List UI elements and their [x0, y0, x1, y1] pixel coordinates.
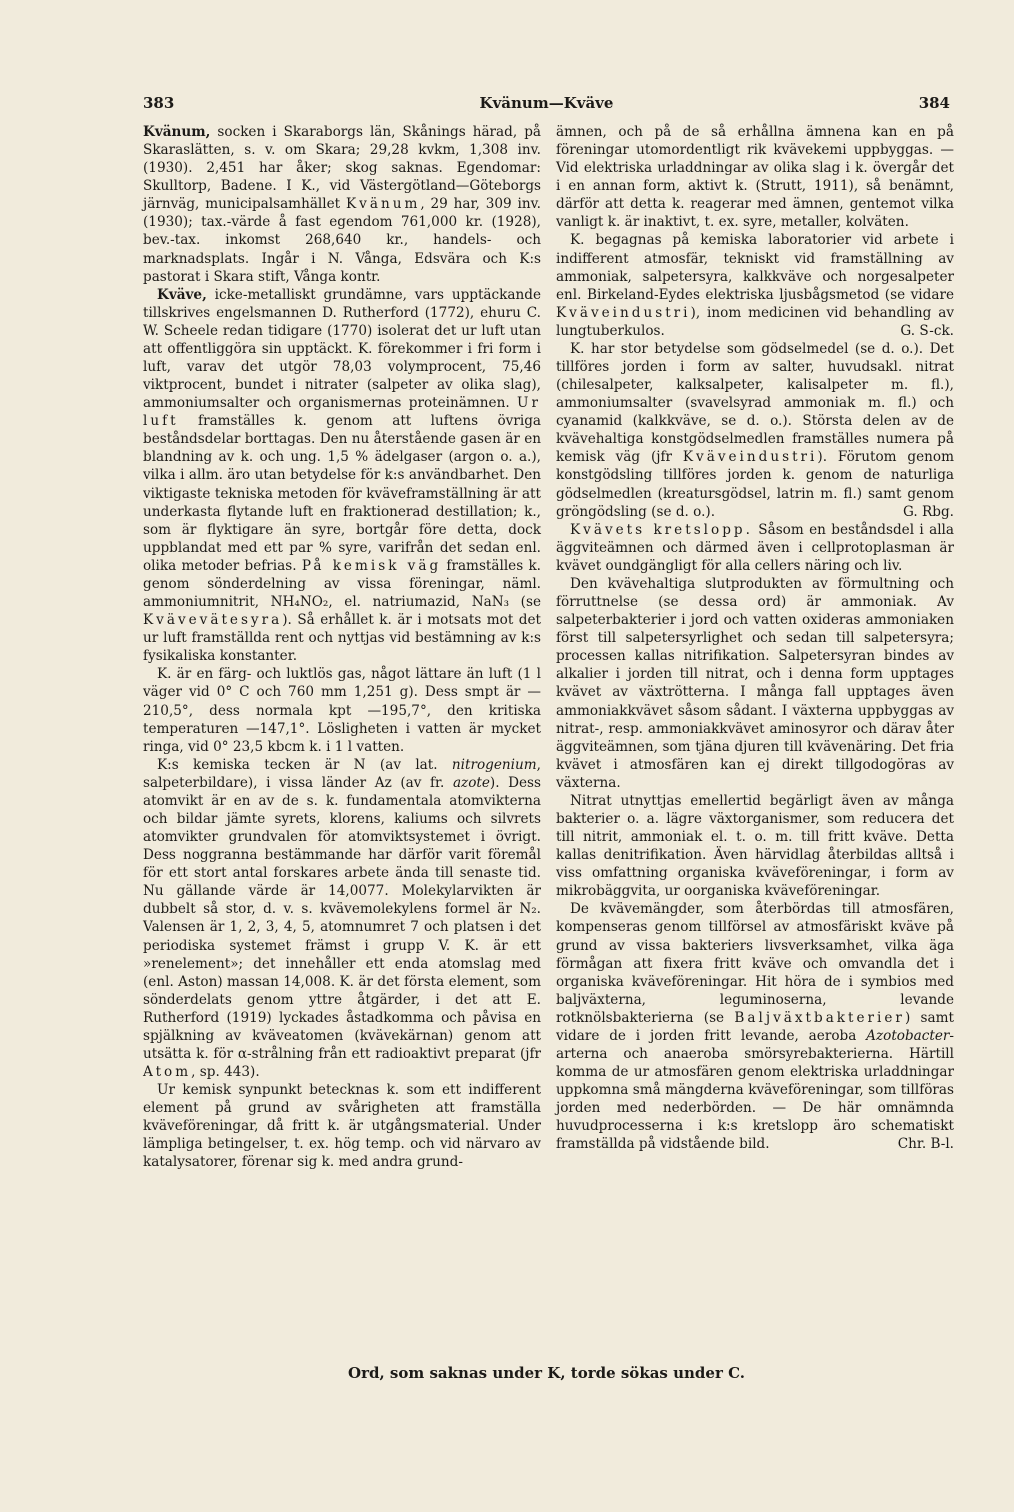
- author-signature: G. S-ck.: [900, 322, 954, 339]
- entry-kvanum: Kvänum, socken i Skaraborgs län, Skånings härad, på Skaraslätten, s. v. om Skara; 29,28 kvkm, 1,308 inv. (1930). 2,451 har åker; skog saknas. Egendomar: Skulltorp, Badene. I K., vid Västergötland—Göteborgs järnväg, municipalsamhället Kvänum, 29 har, 309 inv. (1930); tax.-värde å fast egendom 761,000 kr. (1928), bev.-tax. inkomst 268,640 kr., handels- och marknadsplats. Ingår i N. Vånga, Edsvära och K:s pastorat i Skara stift, Vånga kontr.: [143, 124, 542, 285]
- paragraph-end-product: Den kvävehaltiga slutprodukten av förmultning och förruttnelse (se dessa ord) är ammoniak. Av salpeterbakterier i jord och vatten oxideras ammoniaken först till salpetersyrlighet och sedan till salpetersyra; processen kallas nitrifikation. Salpetersyran bindes av alkalier i jorden till nitrat, och i denna form upptages kvävet av växtrötterna. I många fall upptages även ammoniakkvävet såsom sådant. I växterna uppbyggas av nitrat-, resp. ammoniakkvävet aminosyror och därav åter äggviteämnen, som tjäna djuren till kvävenäring. Det fria kvävet i atmosfären kan ej direkt tillgodogöras av växterna.: [556, 575, 954, 791]
- paragraph-nitrate: Nitrat utnyttjas emellertid begärligt även av många bakterier o. a. lägre växtorganismer, som reducera det till nitrit, ammoniak el. t. o. m. till fritt kväve. Detta kallas denitrifikation. Även härvidlag återbildas alltså i viss omfattning organiska kväveföreningar, i form av mikrobäggvita, ur oorganiska kväveföreningar.: [556, 792, 954, 900]
- author-signature: G. Rbg.: [903, 503, 954, 520]
- paragraph-chemical-symbol: K:s kemiska tecken är N (av lat. nitrogenium, salpeterbildare), i vissa länder Az (av fr. azote). Dess atomvikt är en av de s. k. fundamentala atomvikterna och bildar jämte syrets, klorens, kaliums och silvrets atomvikter grundvalen för atomviktsystemet i övrigt. Dess noggranna bestämmande har därför varit föremål för ett stort antal forskares arbete ända till senaste tid. Nu gällande värde är 14,0077. Molekylarvikten är dubbelt så stor, d. v. s. kvävemolekylens formel är N₂. Valensen är 1, 2, 3, 4, 5, atomnumret 7 och platsen i det periodiska systemet främst i grupp V. K. är ett »renelement»; det innehåller ett enda atomslag med (enl. Aston) massan 14,008. K. är det första element, som sönderdelats genom yttre åtgärder, i det att E. Rutherford (1919) lyckades åstadkomma och påvisa en spjälkning av kväveatomen (kvävekärnan) genom att utsätta k. för α-strålning från ett radioaktivt preparat (jfr Atom, sp. 443).: [143, 756, 542, 1081]
- left-column: [143, 123, 541, 1172]
- paragraph-laboratory: K. begagnas på kemiska laboratorier vid arbete i indifferent atmosfär, tekniskt vid framställning av ammoniak, salpetersyra, kalkkväve och norgesalpeter enl. Birkeland-Eydes elektriska ljusbågsmetod (se vidare Kväveindustri), inom medicinen vid behandling av lungtuberkulos. G. S-ck.: [556, 232, 954, 339]
- running-header: [143, 94, 950, 114]
- paragraph-nitrogen-cycle: Kvävets kretslopp. Såsom en beståndsdel i alla äggviteämnen och därmed även i cellprotoplasman är kvävet oundgängligt för alla cellers näring och liv.: [556, 521, 954, 574]
- paragraph-properties: K. är en färg- och luktlös gas, något lättare än luft (1 l väger vid 0° C och 760 mm 1,251 g). Dess smpt är —210,5°, dess normala kpt —195,7°, den kritiska temperaturen —147,1°. Lösligheten i vatten är mycket ringa, vid 0° 23,5 kbcm k. i 1 l vatten.: [143, 666, 541, 755]
- right-column: [556, 123, 954, 1153]
- headword-kvanum: Kvänum,: [143, 124, 211, 140]
- entry-kvave: Kväve, icke-metalliskt grundämne, vars upptäckande tillskrives engelsmannen D. Rutherford (1772), ehuru C. W. Scheele redan tidigare (1770) isolerat det ur luft utan att offentliggöra sin upptäckt. K. förekommer i fri form i luft, varav det utgör 78,03 volymprocent, 75,46 viktprocent, bundet i nitrater (salpeter av olika slag), ammoniumsalter och organismernas proteinämnen. Ur luft framställes k. genom att luftens övriga beståndsdelar borttagas. Den nu återstående gasen är en blandning av k. och ung. 1,5 % ädelgaser (argon o. a.), vilka i allm. äro utan betydelse för k:s användbarhet. Den viktigaste tekniska metoden för kväveframställning är att underkasta flytande luft en fraktionerad destillation; k., som är flyktigare än syre, bortgår före detta, dock uppblandat med ett par % syre, varifrån det sedan enl. olika metoder befrias. På kemisk väg framställes k. genom sönderdelning av vissa föreningar, näml. ammoniumnitrit, NH₄NO₂, el. natriumazid, NaN₃ (se Kvävevätesyra). Så erhållet k. är i motsats mot det ur luft framställda rent och nyttjas vid bestämning av k:s fysikaliska konstanter.: [143, 286, 541, 665]
- headword-kvave: Kväve,: [157, 286, 207, 303]
- paragraph-continuation: ämnen, och på de så erhållna ämnena kan en på föreningar utomordentligt rik kvävekemi uppbyggas. — Vid elektriska urladdningar av olika slag i k. övergår det i en annan form, aktivt k. (Strutt, 1911), så benämnt, därför att detta k. reagerar med ämnen, gentemot vilka vanligt k. är inaktivt, t. ex. syre, metaller, kolväten.: [556, 124, 954, 231]
- paragraph-chemical-view: Ur kemisk synpunkt betecknas k. som ett indifferent element på grund av svårigheten att framställa kväveföreningar, då fritt k. är utgångsmaterial. Under lämpliga betingelser, t. ex. hög temp. och vid närvaro av katalysatorer, förenar sig k. med andra grund-: [143, 1082, 541, 1171]
- page-footer-note: Ord, som saknas under K, torde sökas under C.: [348, 1364, 745, 1382]
- paragraph-fertilizer: K. har stor betydelse som gödselmedel (se d. o.). Det tillföres jorden i form av salter, huvudsakl. nitrat (chilesalpeter, kalksalpeter, kalisalpeter m. fl.), ammoniumsalter (svavelsyrad ammoniak m. fl.) och cyanamid (kalkkväve, se d. o.). Största delen av de kvävehaltiga konstgödselmedlen framställes numera på kemisk väg (jfr Kväveindustri). Förutom genom konstgödsling tillföres jorden k. genom de naturliga gödselmedlen (kreatursgödsel, latrin m. fl.) samt genom gröngödsling (se d. o.). G. Rbg.: [556, 340, 954, 520]
- running-title: Kvänum—Kväve: [479, 94, 614, 112]
- page-number-left: 383: [143, 94, 175, 112]
- page-number-right: 384: [918, 94, 950, 112]
- author-signature: Chr. B-l.: [897, 1136, 954, 1153]
- paragraph-nitrogen-amounts: De kvävemängder, som återbördas till atmosfären, kompenseras genom tillförsel av atmosfäriskt kväve på grund av vissa bakteriers livsverksamhet, vilka äga förmågan att fixera fritt kväve och omvandla det i organiska kväveföreningar. Hit höra de i symbios med baljväxterna, leguminoserna, levande rotknölsbakterierna (se Baljväxtbakterier) samt vidare de i jorden fritt levande, aeroba Azotobacter-arterna och anaeroba smörsyrebakterierna. Härtill komma de ur atmosfären genom elektriska urladdningar uppkomna små mängderna kväveföreningar, som tillföras jorden med nederbörden. — De här omnämnda huvudprocesserna i k:s kretslopp äro schematiskt framställda på vidstående bild. Chr. B-l.: [556, 901, 954, 1153]
